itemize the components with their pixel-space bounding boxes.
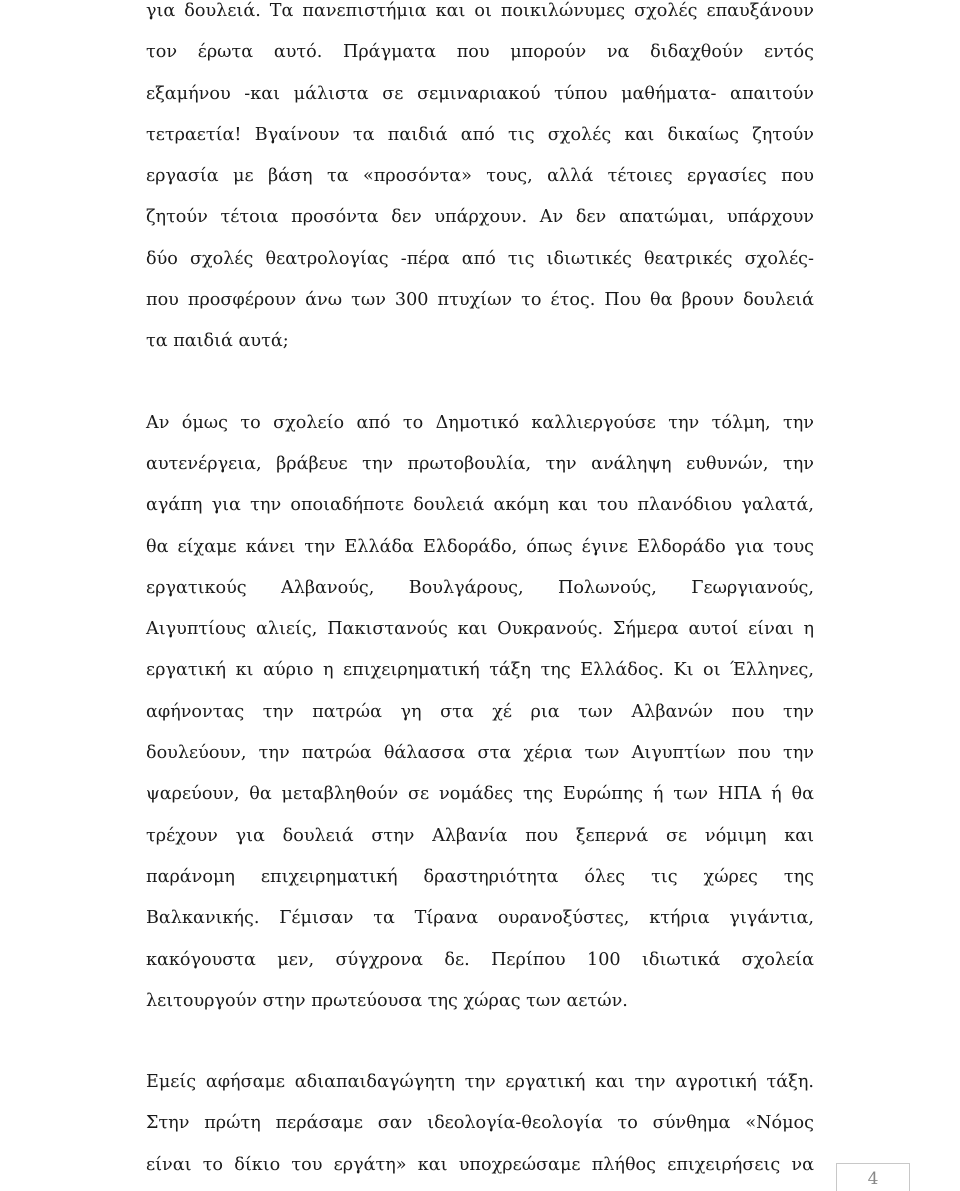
text-line: εργατική κι αύριο η επιχειρηματική τάξη της Ελλάδος. Κι οι Έλληνες,: [146, 660, 814, 681]
text-line: Βαλκανικής. Γέμισαν τα Τίρανα ουρανοξύστες, κτήρια γιγάντια,: [146, 908, 814, 929]
text-line: αφήνοντας την πατρώα γη στα χέ ρια των Αλβανών που την: [146, 701, 814, 722]
text-line: Αν όμως το σχολείο από το Δημοτικό καλλιεργούσε την τόλμη, την: [146, 412, 814, 433]
text-line: κακόγουστα μεν, σύγχρονα δε. Περίπου 100 ιδιωτικά σχολεία: [146, 949, 814, 970]
text-line: αυτενέργεια, βράβευε την πρωτοβουλία, την ανάληψη ευθυνών, την: [146, 453, 814, 474]
text-line: εξαμήνου -και μάλιστα σε σεμιναριακού τύπου μαθήματα- απαιτούν: [146, 83, 814, 104]
text-line: λειτουργούν στην πρωτεύουσα της χώρας των αετών.: [146, 990, 628, 1011]
text-line: για δουλειά. Τα πανεπιστήμια και οι ποικιλώνυμες σχολές επαυξάνουν: [146, 1, 814, 21]
text-line: εργασία με βάση τα «προσόντα» τους, αλλά τέτοιες εργασίες που: [146, 166, 814, 187]
text-line: τετραετία! Βγαίνουν τα παιδιά από τις σχολές και δικαίως ζητούν: [146, 124, 814, 145]
paragraph-spacer: [146, 1022, 814, 1062]
text-line: Στην πρώτη περάσαμε σαν ιδεολογία-θεολογία το σύνθημα «Νόμος: [146, 1113, 814, 1134]
text-line: δύο σχολές θεατρολογίας -πέρα από τις ιδιωτικές θεατρικές σχολές-: [146, 248, 814, 269]
paragraph-3: [146, 1062, 814, 1186]
text-line: Αιγυπτίους αλιείς, Πακιστανούς και Ουκρανούς. Σήμερα αυτοί είναι η: [146, 619, 814, 640]
text-line: που προσφέρουν άνω των 300 πτυχίων το έτος. Που θα βρουν δουλειά: [146, 290, 814, 311]
text-line: ζητούν τέτοια προσόντα δεν υπάρχουν. Αν δεν απατώμαι, υπάρχουν: [146, 207, 814, 228]
paragraph-1: [146, 0, 814, 363]
text-line: τον έρωτα αυτό. Πράγματα που μπορούν να διδαχθούν εντός: [146, 42, 814, 63]
text-line: Εμείς αφήσαμε αδιαπαιδαγώγητη την εργατική και την αγροτική τάξη.: [146, 1072, 814, 1093]
text-line: είναι το δίκιο του εργάτη» και υποχρεώσαμε πλήθος επιχειρήσεις να: [146, 1154, 814, 1175]
document-page: [146, 0, 814, 1186]
text-line: τρέχουν για δουλειά στην Αλβανία που ξεπερνά σε νόμιμη και: [146, 825, 814, 846]
paragraph-spacer: [146, 363, 814, 403]
text-line: δουλεύουν, την πατρώα θάλασσα στα χέρια των Αιγυπτίων που την: [146, 743, 814, 764]
text-line: αγάπη για την οποιαδήποτε δουλειά ακόμη και του πλανόδιου γαλατά,: [146, 495, 814, 516]
text-line: εργατικούς Αλβανούς, Βουλγάρους, Πολωνούς, Γεωργιανούς,: [146, 577, 814, 598]
text-line: θα είχαμε κάνει την Ελλάδα Ελδοράδο, όπως έγινε Ελδοράδο για τους: [146, 536, 814, 557]
paragraph-2: [146, 403, 814, 1022]
page-number: 4: [836, 1163, 910, 1191]
text-line: ψαρεύουν, θα μεταβληθούν σε νομάδες της Ευρώπης ή των ΗΠΑ ή θα: [146, 784, 814, 805]
text-line: τα παιδιά αυτά;: [146, 331, 289, 352]
text-line: παράνομη επιχειρηματική δραστηριότητα όλες τις χώρες της: [146, 866, 814, 887]
